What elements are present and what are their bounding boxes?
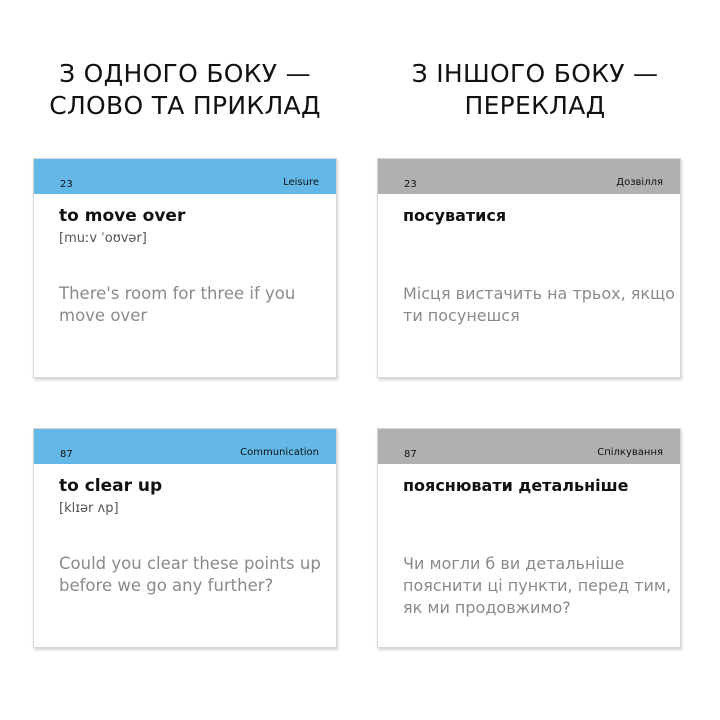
card-transcription: [muːv ˈoʊvər] xyxy=(59,231,147,246)
left-heading xyxy=(25,58,345,122)
card-word: пояснювати детальніше xyxy=(403,476,629,495)
card-example: Чи могли б ви детальніше пояснити ці пункти, перед тим, як ми продовжимо? xyxy=(403,554,672,617)
card-header-bar xyxy=(378,429,680,464)
card-category: Дозвілля xyxy=(616,177,663,188)
card-number: 23 xyxy=(60,179,73,190)
card-transcription: [klɪər ʌp] xyxy=(59,501,119,516)
flashcard-front-1[interactable] xyxy=(33,158,337,378)
card-word: to move over xyxy=(59,206,186,226)
right-heading-line-1: З ІНШОГО БОКУ — xyxy=(411,59,659,88)
card-word: to clear up xyxy=(59,476,163,496)
card-category: Leisure xyxy=(283,177,319,188)
right-heading xyxy=(375,58,695,122)
card-header-bar xyxy=(378,159,680,194)
card-number: 87 xyxy=(404,449,417,460)
flashcard-back-1[interactable] xyxy=(377,158,681,378)
left-heading-line-2: СЛОВО ТА ПРИКЛАД xyxy=(49,91,321,120)
card-number: 23 xyxy=(404,179,417,190)
card-example: Could you clear these points up before we go any further? xyxy=(59,554,321,595)
left-heading-line-1: З ОДНОГО БОКУ — xyxy=(59,59,311,88)
card-example: Місця вистачить на трьох, якщо ти посунешся xyxy=(403,284,675,325)
card-header-bar xyxy=(34,159,336,194)
card-example: There's room for three if you move over xyxy=(59,284,296,325)
card-number: 87 xyxy=(60,449,73,460)
card-category: Спілкування xyxy=(597,447,663,458)
flashcard-front-2[interactable] xyxy=(33,428,337,648)
right-heading-line-2: ПЕРЕКЛАД xyxy=(464,91,606,120)
flashcard-back-2[interactable] xyxy=(377,428,681,648)
card-header-bar xyxy=(34,429,336,464)
card-category: Communication xyxy=(240,447,319,458)
card-word: посуватися xyxy=(403,206,507,225)
